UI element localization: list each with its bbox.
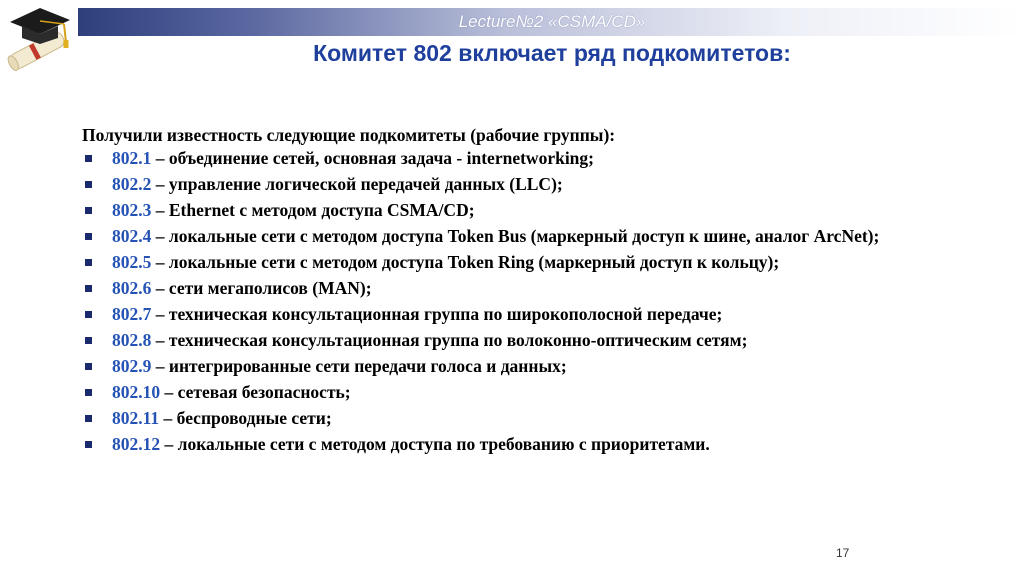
list-item bbox=[82, 173, 982, 196]
square-bullet-icon bbox=[85, 181, 92, 188]
square-bullet-icon bbox=[85, 363, 92, 370]
list-item bbox=[82, 199, 982, 222]
subcommittee-code: 802.1 bbox=[112, 148, 152, 169]
list-item bbox=[82, 407, 982, 430]
subcommittee-description: – интегрированные сети передачи голоса и данных; bbox=[151, 356, 567, 377]
slide-title: Комитет 802 включает ряд подкомитетов: bbox=[313, 40, 791, 66]
page-number: 17 bbox=[836, 546, 850, 560]
subcommittee-description: – техническая консультационная группа по широкополосной передаче; bbox=[151, 304, 723, 325]
square-bullet-icon bbox=[85, 207, 92, 214]
subcommittee-description: – локальные сети с методом доступа по требованию с приоритетами. bbox=[160, 434, 710, 455]
list-item bbox=[82, 329, 982, 352]
list-item bbox=[82, 251, 982, 274]
subcommittee-code: 802.2 bbox=[112, 174, 152, 195]
square-bullet-icon bbox=[85, 337, 92, 344]
list-item bbox=[82, 433, 982, 456]
subcommittee-code: 802.8 bbox=[112, 330, 152, 351]
list-item bbox=[82, 303, 982, 326]
subcommittee-code: 802.11 bbox=[112, 408, 160, 429]
subcommittee-description: – локальные сети с методом доступа Token Bus (маркерный доступ к шине, аналог ArcNet); bbox=[151, 226, 880, 247]
subcommittee-description: – сетевая безопасность; bbox=[160, 382, 351, 403]
subcommittee-code: 802.3 bbox=[112, 200, 152, 221]
square-bullet-icon bbox=[85, 233, 92, 240]
square-bullet-icon bbox=[85, 415, 92, 422]
square-bullet-icon bbox=[85, 311, 92, 318]
square-bullet-icon bbox=[85, 389, 92, 396]
subcommittee-description: – Ethernet с методом доступа CSMA/CD; bbox=[151, 200, 475, 221]
subcommittee-description: – управление логической передачей данных (LLC); bbox=[151, 174, 563, 195]
list-item bbox=[82, 355, 982, 378]
square-bullet-icon bbox=[85, 441, 92, 448]
list-item bbox=[82, 381, 982, 404]
subcommittee-code: 802.4 bbox=[112, 226, 152, 247]
subcommittee-description: – беспроводные сети; bbox=[159, 408, 332, 429]
subcommittee-list bbox=[82, 147, 982, 456]
square-bullet-icon bbox=[85, 259, 92, 266]
subcommittee-description: – техническая консультационная группа по волоконно-оптическим сетям; bbox=[151, 330, 748, 351]
subcommittee-description: – локальные сети с методом доступа Token Ring (маркерный доступ к кольцу); bbox=[151, 252, 780, 273]
subcommittee-code: 802.7 bbox=[112, 304, 152, 325]
intro-text: Получили известность следующие подкомитеты (рабочие группы): bbox=[82, 125, 616, 145]
square-bullet-icon bbox=[85, 285, 92, 292]
subcommittee-code: 802.12 bbox=[112, 434, 161, 455]
content-body bbox=[82, 124, 982, 459]
subcommittee-code: 802.6 bbox=[112, 278, 152, 299]
subcommittee-code: 802.10 bbox=[112, 382, 161, 403]
list-item bbox=[82, 277, 982, 300]
square-bullet-icon bbox=[85, 155, 92, 162]
subcommittee-code: 802.5 bbox=[112, 252, 152, 273]
lecture-label: Lecture№2 «CSMA/CD» bbox=[458, 12, 646, 31]
subcommittee-code: 802.9 bbox=[112, 356, 152, 377]
subcommittee-description: – сети мегаполисов (MAN); bbox=[151, 278, 372, 299]
list-item bbox=[82, 147, 982, 170]
subcommittee-description: – объединение сетей, основная задача - internetworking; bbox=[151, 148, 594, 169]
list-item bbox=[82, 225, 982, 248]
